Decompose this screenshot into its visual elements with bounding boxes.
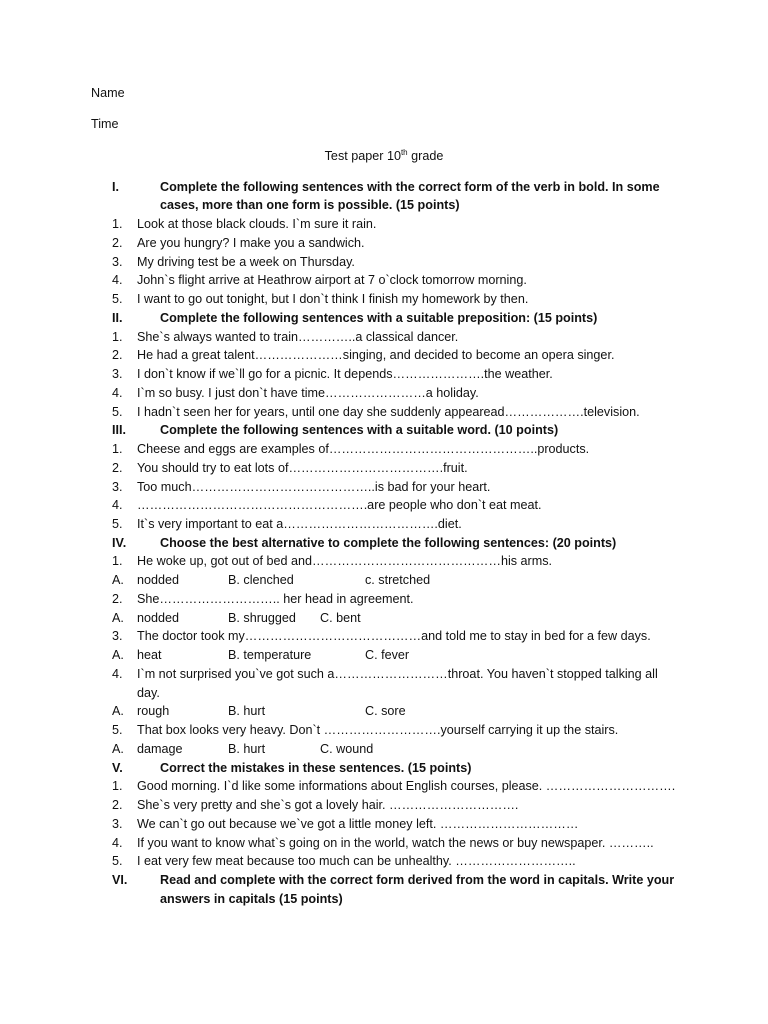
name-label: Name [91, 86, 125, 100]
page-title: Test paper 10th grade [324, 148, 444, 164]
test-paper-page: Name Time Test paper 10th grade I. Complete the following sentences with the correct form of the verb in bold. In some cases, more than one form is possible. (15 points) 1. Look at those black clouds. I`m sure it rain. 2. Are you hungry? I make you a sandwich. 3. My driving test be a week on Thursday. 4. John`s flight arrive at Heathrow airport at 7 o`clock tomorrow morning. 5. I want to go out tonight, but I don`t think I finish my homework by then. II. Complete the following sentences with a suitable preposition: (15 points) 1. She`s always wanted to train…………..a classical dancer. 2. He had a great talent…………………singing, and decided to become an opera singer. 3. I don`t know if we`ll go for a picnic. It depends………………….the weather. 4. I`m so busy. I just don`t have time……………………a holiday. 5. I hadn`t seen her for years, until one day she suddenly appearead……………….television. III. Complete the following sentences with a suitable word. (10 points) 1. Cheese and eggs are examples of…………………………………………..products. 2. You should try to eat lots of……………………………….fruit. 3. Too much……………………………………..is bad for your heart. 4. ……………………………………………….are people who don`t eat meat. 5. It`s very important to eat a……………………………….diet. IV. Choose the best alternative to complete the following sentences: (20 points) 1. He woke up, got out of bed and………………………………………his arms. A. nodded B. clenched c. stretched 2. She……………………….. her head in agreement. A. nodded B. shrugged C. bent 3. The doctor took my……………………………………and told me to stay in bed for a few days. A. heat B. temperature C. fever 4. I`m not surprised you`ve got such a………………………throat. You haven`t stopped talking all day. A. rough B. hurt C. sore 5. That box looks very heavy. Don`t ……………………….yourself carrying it up the stairs. A. damage B. hurt C. wound V. Correct the mistakes in these sentences. (15 points) 1. Good morning. I`d like some informations about English courses, please. …………………………. 2. She`s very pretty and she`s got a lovely hair. …………………………. 3. We can`t go out because we`ve got a little money left. …………………………… 4. If you want to know what`s going on in the world, watch the news or buy newspaper. ……….. 5. I eat very few meat because too much can be unhealthy. ……………………….. VI. Read and complete with the correct form derived from the word in capitals. Write your answers in capitals (15 points) [0, 0, 768, 1024]
time-label: Time [91, 117, 119, 131]
